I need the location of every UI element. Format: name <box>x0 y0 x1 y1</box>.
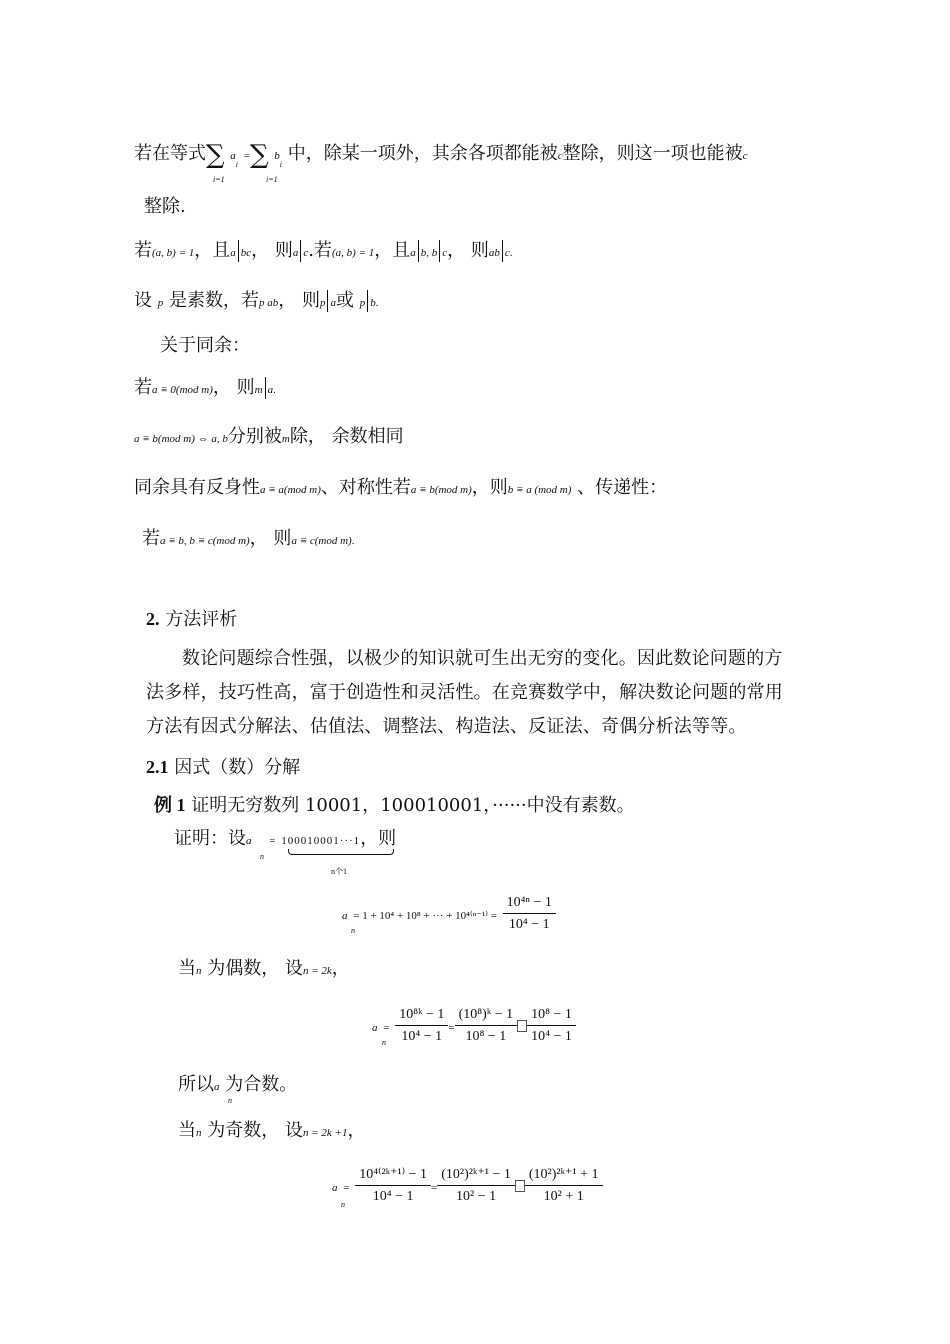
denominator: 10⁸ − 1 <box>465 1029 507 1044</box>
congruence-expr: a ≡ 0(mod m) <box>152 384 213 396</box>
period: . <box>351 535 355 547</box>
var-a: a <box>246 835 252 847</box>
period: . <box>509 247 513 259</box>
denominator: 10² − 1 <box>456 1189 497 1204</box>
divides-bar <box>502 240 503 262</box>
var-n: n <box>196 965 202 977</box>
text: 证明：设 <box>174 828 246 849</box>
text: 若 <box>142 528 160 549</box>
symmetric-expr: a ≡ b(mod m) <box>410 484 472 496</box>
n-equals-2k: n = 2k <box>302 965 332 977</box>
even-case-line <box>178 960 350 978</box>
odd-case-line <box>178 1122 365 1140</box>
var-a: a <box>372 1022 378 1034</box>
denominator: 10⁴ − 1 <box>531 1029 572 1044</box>
sum-statement-end: 整除. <box>144 196 186 217</box>
fraction <box>527 1008 576 1044</box>
symmetric-result: b ≡ a (mod m) <box>507 484 572 496</box>
text: ，且 <box>374 240 411 261</box>
denominator: 10² + 1 <box>543 1189 584 1204</box>
dividend: b, b <box>420 247 438 259</box>
denominator: 10⁴ − 1 <box>508 917 550 932</box>
text: 为合数。 <box>225 1074 298 1095</box>
text: 分别被 <box>227 426 282 447</box>
example-label: 例 1 <box>154 795 186 815</box>
divides-bar <box>238 240 239 262</box>
var-m: m <box>281 433 290 445</box>
congruence-line-3 <box>134 479 667 497</box>
var-a: a <box>332 1182 338 1194</box>
var-c: c <box>557 150 563 162</box>
dividend: c <box>303 247 309 259</box>
paragraph-line: 方法有因式分解法、估值法、调整法、构造法、反证法、奇偶分析法等等。 <box>146 716 747 737</box>
text: 当 <box>178 1120 196 1141</box>
var-p: p <box>359 297 366 309</box>
text: ，则 <box>360 828 397 849</box>
example-text: 证明无穷数列 10001，100010001，······中没有素数。 <box>191 795 635 816</box>
equation-1 <box>342 896 556 932</box>
subsection-number: 2.1 <box>146 757 169 777</box>
divides-bar <box>327 290 328 312</box>
text: 若 <box>134 377 152 398</box>
var-a: a <box>342 910 348 922</box>
text: 除， 余数相同 <box>289 426 404 447</box>
reflexive-expr: a ≡ a(mod m) <box>260 484 321 496</box>
gcd-expr: (a, b) = 1 <box>332 247 375 259</box>
numerator: 10⁴ⁿ − 1 <box>503 896 556 914</box>
congruence-title: 关于同余： <box>160 335 250 356</box>
congruence-line-1 <box>134 377 276 399</box>
p-ab: p ab <box>258 297 279 309</box>
multiply-box-glyph <box>517 1020 527 1032</box>
period: . <box>375 297 379 309</box>
subscript-i: i <box>279 160 283 169</box>
numerator: 10⁸ − 1 <box>527 1008 576 1026</box>
text: 若 <box>134 240 152 261</box>
equals: = <box>383 1022 390 1034</box>
divisor: a <box>410 247 416 259</box>
text: ， 则 <box>278 290 320 311</box>
text: ， <box>347 1120 366 1141</box>
subscript-n: n <box>228 1096 232 1105</box>
var-b: b <box>370 297 376 309</box>
sum-lower-limit: i=1 <box>266 175 278 184</box>
transitive-result: a ≡ c(mod m) <box>291 535 352 547</box>
underbrace <box>288 849 394 855</box>
divides-bar <box>418 240 419 262</box>
text: ， 则 <box>212 377 255 398</box>
equals: = <box>343 1182 350 1194</box>
congruence-line-2 <box>134 428 404 446</box>
text: 为偶数， 设 <box>207 958 303 979</box>
numerator: (10²)²ᵏ⁺¹ − 1 <box>437 1168 515 1186</box>
divides-bar <box>300 240 301 262</box>
subsection-title: 因式（数）分解 <box>174 757 301 778</box>
text: 若在等式 <box>134 143 206 164</box>
gcd-expr: (a, b) = 1 <box>152 247 195 259</box>
text: 为奇数， 设 <box>207 1120 303 1141</box>
divisor: a <box>230 247 236 259</box>
divides-bar <box>367 290 368 312</box>
denominator: 10⁴ − 1 <box>401 1029 443 1044</box>
sum-statement-line <box>134 138 748 170</box>
divisor: ab <box>488 247 500 259</box>
repeating-digits: 100010001···1 <box>281 835 361 847</box>
dividend: bc <box>240 247 252 259</box>
multiply-box-glyph <box>515 1180 525 1192</box>
text: 、传递性： <box>577 477 668 498</box>
transitive-expr: a ≡ b, b ≡ c(mod m) <box>160 535 250 547</box>
text: 当 <box>178 958 196 979</box>
section-heading <box>146 610 237 629</box>
var-a: a <box>214 1081 220 1093</box>
subscript-n: n <box>341 1200 345 1209</box>
var-b: b <box>274 150 280 162</box>
text: .若 <box>308 240 332 261</box>
var-a: a <box>267 384 274 396</box>
subsection-heading <box>146 758 300 777</box>
dividend: c <box>504 247 510 259</box>
text: 、对称性若 <box>320 477 411 498</box>
sum-lower-limit: i=1 <box>213 175 225 184</box>
subscript-n: n <box>351 926 355 935</box>
text: 所以 <box>178 1074 214 1095</box>
subscript-n: n <box>260 852 264 861</box>
text: ，且 <box>194 240 231 261</box>
text: ， <box>331 958 350 979</box>
congruence-expr: a ≡ b(mod m) ⇔ a, b <box>134 433 228 445</box>
equals: = <box>243 150 250 162</box>
text: ， 则 <box>249 528 292 549</box>
var-c: c <box>742 150 748 162</box>
text: ，则 <box>471 477 508 498</box>
var-a: a <box>330 297 336 309</box>
fraction <box>503 896 556 932</box>
fraction <box>525 1168 603 1204</box>
underbrace-label: n个1 <box>331 867 347 876</box>
paragraph-line: 数论问题综合性强，以极少的知识就可生出无穷的变化。因此数论问题的方 <box>182 648 783 669</box>
composite-line <box>178 1076 297 1094</box>
sigma-symbol: ∑ <box>249 140 269 170</box>
divides-bar <box>439 240 440 262</box>
var-p: p <box>319 297 326 309</box>
text: 整除，则这一项也能被 <box>562 143 743 164</box>
divisor: a <box>292 247 299 259</box>
var-p: p <box>157 297 164 309</box>
proof-line <box>174 830 396 848</box>
fraction <box>395 1008 448 1044</box>
numerator: 10⁸ᵏ − 1 <box>395 1008 448 1026</box>
text: 是素数，若 <box>168 290 259 311</box>
divides-bar <box>265 377 266 399</box>
text: ， 则 <box>251 240 293 261</box>
equation-3 <box>332 1168 603 1204</box>
section-title: 方法评析 <box>165 609 238 630</box>
period: . <box>273 384 276 396</box>
numerator: (10²)²ᵏ⁺¹ + 1 <box>525 1168 603 1186</box>
equals: = <box>269 835 276 847</box>
fraction <box>355 1168 431 1204</box>
equation-2 <box>372 1008 576 1044</box>
n-equals-2k-plus-1: n = 2k +1 <box>302 1127 348 1139</box>
fraction <box>455 1008 518 1044</box>
section-number: 2. <box>146 609 160 629</box>
prime-line <box>134 290 378 312</box>
gcd-line <box>134 240 513 262</box>
text: 同余具有反身性 <box>134 477 260 498</box>
var-m: m <box>254 384 263 396</box>
text: ， 则 <box>447 240 489 261</box>
equals: = <box>448 1022 455 1034</box>
text: 中，除某一项外，其余各项都能被 <box>287 143 558 164</box>
paragraph-line: 法多样，技巧性高，富于创造性和灵活性。在竞赛数学中，解决数论问题的常用 <box>146 682 783 703</box>
fraction <box>437 1168 515 1204</box>
subscript-n: n <box>382 1038 386 1047</box>
numerator: (10⁸)ᵏ − 1 <box>455 1008 518 1026</box>
series-expansion: = 1 + 10⁴ + 10⁸ + ··· + 10⁴⁽ⁿ⁻¹⁾ = <box>353 910 497 922</box>
numerator: 10⁴⁽²ᵏ⁺¹⁾ − 1 <box>355 1168 431 1186</box>
text: 设 <box>134 290 152 311</box>
var-n: n <box>196 1127 202 1139</box>
var-a: a <box>230 150 236 162</box>
equals: = <box>431 1182 438 1194</box>
sigma-symbol: ∑ <box>206 140 225 170</box>
text: 或 <box>335 290 354 311</box>
dividend: c <box>442 247 448 259</box>
congruence-line-4 <box>142 530 354 548</box>
denominator: 10⁴ − 1 <box>372 1189 414 1204</box>
subscript-i: i <box>235 160 239 169</box>
example-1 <box>154 796 635 815</box>
